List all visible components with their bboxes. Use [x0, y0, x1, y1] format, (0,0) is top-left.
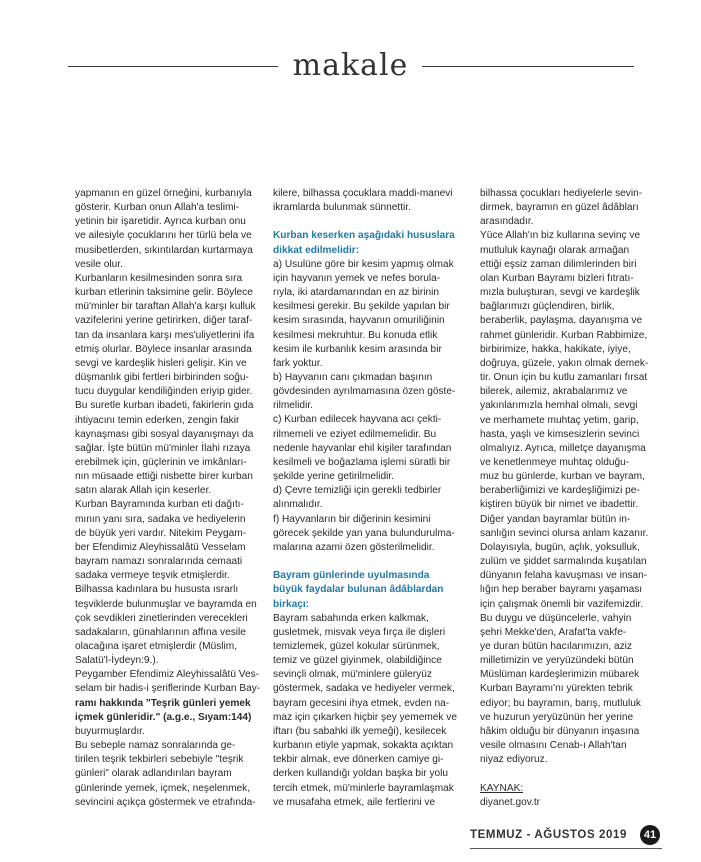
- text-line: a) Usulüne göre bir kesim yapmış olmak: [273, 258, 454, 270]
- text-line: gövdesinden ayrılmamasına özen göste-: [273, 386, 456, 398]
- text-line: kesilmesi mekruhtur. Bu konuda etlik: [273, 329, 438, 341]
- text-line: b) Hayvanın canı çıkmadan başının: [273, 372, 433, 384]
- text-line: Bu sebeple namaz sonralarında ge-: [75, 740, 236, 752]
- text-line: tirilen teşrik tekbirleri sebebiyle "teşrik: [75, 754, 244, 766]
- text-line: rıyla, iki atardamarından en az birinin: [273, 287, 440, 299]
- text-line: ve merhamete muhtaç yetim, garip,: [480, 414, 639, 426]
- text-line: f) Hayvanların bir diğerinin kesimini: [273, 513, 431, 525]
- text-line: Bilhassa kadınlara bu hususta ısrarlı: [75, 584, 239, 596]
- text-line: malarına azami özen gösterilmelidir.: [273, 541, 435, 553]
- text-line: sanlığın sevinci olursa anlam kazanır.: [480, 527, 649, 539]
- text-line: [480, 767, 648, 781]
- text-line: dünyanın felaha kavuşması ve insan-: [480, 570, 648, 582]
- text-line: yetinin bir işaretidir. Ayrıca kurban onu: [75, 216, 246, 228]
- text-line: kaynaşması gibi sosyal dayanışmayı da: [75, 428, 254, 440]
- text-line: birbirimize, hakka, hakikate, iyiye,: [480, 343, 631, 355]
- text-line: düşmanlık gibi fertleri birbirinden soğu-: [75, 372, 249, 384]
- text-line: yakınlarımızla hemhal olmalı, sevgi: [480, 400, 638, 412]
- text-line: ihtiyacını temin ederken, zengin fakir: [75, 414, 240, 426]
- text-line: sevincini açıkça göstermek ve etrafında-: [75, 796, 256, 808]
- text-line: muz bu günlerde, kurban ve bayram,: [480, 471, 645, 483]
- text-line: milletimizin ve yeryüzündeki bütün: [480, 655, 634, 667]
- text-line: erebilmek için, güçlerinin ve imkânları-: [75, 456, 247, 468]
- text-line: Kurbanların kesilmesinden sonra sıra: [75, 272, 243, 284]
- text-line: ediyor; bu bayramın, barış, mutluluk: [480, 697, 641, 709]
- article-column-3: [480, 187, 648, 810]
- text-line: vesile olur.: [75, 258, 123, 270]
- text-line: musibetlerden, sıkıntılardan kurtarmaya: [75, 244, 253, 256]
- text-line: buyurmuşlardır.: [75, 725, 145, 737]
- text-line: Salatü'l-İydeyn:9.).: [75, 655, 159, 667]
- text-line: alınmalıdır.: [273, 499, 323, 511]
- text-line: Diğer yandan bayramlar bütün in-: [480, 513, 631, 525]
- text-line: KAYNAK:: [480, 782, 524, 794]
- text-line: lığın hep beraber bayramı yaşaması: [480, 584, 643, 596]
- text-line: ve kenetlenmeye muhtaç olduğu-: [480, 456, 630, 468]
- text-line: d) Çevre temizliği için gerekli tedbirler: [273, 485, 442, 497]
- text-line: gusletmek, misvak veya fırça ile dişleri: [273, 626, 446, 638]
- text-line: maz için çıkarken hiçbir şey yememek ve: [273, 711, 457, 723]
- text-line: tir. Onun için bu kutlu zamanları fırsat: [480, 372, 648, 384]
- text-line: olmalıyız. Ayrıca, milletçe dayanışma: [480, 442, 646, 454]
- text-line: bayram gecesini ihya etmek, evden na-: [273, 697, 450, 709]
- text-line: tercih etmek, mü'minlerle bayramlaşmak: [273, 782, 454, 794]
- text-line: satın alarak Allah için keserler.: [75, 485, 212, 497]
- text-line: rilmelidir.: [273, 400, 313, 412]
- text-line: kurbanın etiyle yapmak, sokakta açıktan: [273, 740, 454, 752]
- text-line: ikramlarda bulunmak sünnettir.: [273, 202, 411, 214]
- text-line: sevinçli olmak, mü'minlere güleryüz: [273, 669, 432, 681]
- text-line: de büyük yeri vardır. Nitekim Peygam-: [75, 527, 247, 539]
- text-line: beraberliğimizi ve kardeşliğimizi pe-: [480, 485, 640, 497]
- text-line: günlerinde yemek, içmek, neşelenmek,: [75, 782, 251, 794]
- text-line: dikkat edilmelidir:: [273, 244, 360, 256]
- text-line: diyanet.gov.tr: [480, 796, 541, 808]
- text-line: ber Efendimiz Aleyhissalâtü Vesselam: [75, 541, 246, 553]
- text-line: göstermek, sadaka ve hediyeler vermek,: [273, 683, 455, 695]
- text-line: dirmek, bayramın en güzel âdâbları: [480, 202, 639, 214]
- text-line: rilmemeli ve eziyet edilmemelidir. Bu: [273, 428, 437, 440]
- text-line: fark yoktur.: [273, 357, 323, 369]
- text-line: yapmanın en güzel örneğini, kurbanıyla: [75, 188, 252, 199]
- text-line: için hayvanın yemek ve nefes borula-: [273, 272, 441, 284]
- text-line: şekilde yerine getirilmelidir.: [273, 471, 394, 483]
- text-line: birkaçı:: [273, 598, 310, 610]
- text-line: doğruya, güzele, yakın olmak demek-: [480, 357, 649, 369]
- text-line: [273, 215, 457, 229]
- text-line: Peygamber Efendimiz Aleyhissalâtü Ves-: [75, 669, 260, 681]
- text-line: Müslüman kardeşlerimizin mübarek: [480, 669, 640, 681]
- text-line: gösterir. Kurban onun Allah'a teslimi-: [75, 202, 240, 214]
- text-line: mızla buluşturan, sevgi ve kardeşlik: [480, 287, 640, 299]
- text-line: sevgi ve kardeşlik hisleri gelişir. Kin ve: [75, 357, 247, 369]
- text-line: sağlar. İşte bütün mü'minler İlahi rızaya: [75, 442, 251, 454]
- text-line: şehri Mekke'den, Arafat'ta vakfe-: [480, 626, 627, 638]
- text-line: için çalışmak önemli bir vazifemizdir.: [480, 598, 644, 610]
- text-line: c) Kurban edilecek hayvana acı çekti-: [273, 414, 442, 426]
- text-line: bayram namazı sonralarında cemaati: [75, 556, 243, 568]
- text-line: ve ailesiyle çocuklarını her türlü bela ve: [75, 230, 252, 242]
- text-line: zulüm ve şiddet sarmalında kuşatılan: [480, 556, 647, 568]
- text-line: niyaz ediyoruz.: [480, 754, 548, 766]
- text-line: ettiği eşsiz zaman dilimlerinden biri: [480, 258, 637, 270]
- text-line: mü'minler bir taraftan Allah'a karşı kulluk: [75, 301, 256, 313]
- text-line: Kurban Bayramında kurban eti dağıtı-: [75, 499, 244, 511]
- text-line: olan Kurban Bayramı bizleri fıtratı-: [480, 272, 634, 284]
- text-line: kurban etlerinin taksimine gelir. Böylece: [75, 287, 253, 299]
- text-line: rahmet günleridir. Kurban Rabbimize,: [480, 329, 648, 341]
- text-line: vazifelerini yerine getirirken, diğer taraf-: [75, 315, 253, 327]
- text-line: Dolayısıyla, bugün, açlık, yoksulluk,: [480, 541, 640, 553]
- text-line: kilere, bilhassa çocuklara maddi-manevi: [273, 188, 453, 199]
- text-line: günleri" olarak adlandırılan bayram: [75, 768, 232, 780]
- text-line: görecek şekilde yan yana bulundurulma-: [273, 527, 455, 539]
- text-line: kesim sırasında, hayvanın omuriliğinin: [273, 315, 445, 327]
- text-line: kesilmesi gerekir. Bu şekilde yapılan bir: [273, 301, 450, 313]
- page-number: 41: [640, 825, 660, 845]
- text-line: nın müsaade ettiği nisbette birer kurban: [75, 471, 253, 483]
- text-line: bağlarımızı güçlendiren, birlik,: [480, 301, 615, 313]
- text-line: Kurban keserken aşağıdaki hususlara: [273, 230, 455, 242]
- text-line: Bayram sabahında erken kalkmak,: [273, 612, 429, 624]
- text-line: bilhassa çocukları hediyelerle sevin-: [480, 188, 643, 199]
- text-line: büyük faydalar bulunan âdâblardan: [273, 584, 444, 596]
- text-line: ve huzurun yeryüzünün her yerine: [480, 711, 634, 723]
- section-title: makale: [292, 48, 409, 83]
- text-line: olacağına işaret etmişlerdir (Müslim,: [75, 641, 238, 652]
- text-line: selam bir hadis-i şeriflerinde Kurban Bay-: [75, 683, 261, 695]
- issue-date: TEMMUZ - AĞUSTOS 2019: [470, 829, 628, 841]
- text-line: sadakaların, günahlarının affına vesile: [75, 626, 246, 638]
- text-line: temiz ve güzel giyinmek, olabildiğince: [273, 655, 442, 667]
- text-line: arasındadır.: [480, 216, 534, 228]
- text-line: mının yanı sıra, sadaka ve hediyelerin: [75, 513, 246, 525]
- text-line: derken kullandığı yoldan başka bir yolu: [273, 768, 449, 780]
- text-line: etmiş olurlar. Böylece insanlar arasında: [75, 343, 252, 355]
- article-column-2: [273, 187, 457, 810]
- text-line: [273, 555, 457, 569]
- text-line: kiştiren büyük bir nimet ve ibadettir.: [480, 499, 639, 511]
- text-line: bilerek, ailemiz, akrabalarımız ve: [480, 386, 628, 398]
- footer-rule: [470, 848, 662, 849]
- text-line: beraberlik, paylaşma, dayanışma ve: [480, 315, 643, 327]
- text-line: hâkim olduğu bir dünyanın inşasına: [480, 725, 640, 737]
- text-line: tekbir almak, eve dönerken camiye gi-: [273, 754, 444, 766]
- text-line: ye duran bütün hacılarımızın, aziz: [480, 641, 632, 652]
- text-line: Kurban Bayramı'nı yürekten tebrik: [480, 683, 633, 695]
- text-line: tucu duygular kendiliğinden eriyip gider.: [75, 386, 253, 398]
- text-line: vesile olmasını Cenab-ı Allah'tan: [480, 740, 627, 752]
- text-line: Bu duygu ve düşüncelerle, vahyin: [480, 612, 632, 624]
- text-line: nedenle hayvanlar ehil kişiler tarafından: [273, 442, 452, 454]
- text-line: sadaka vermeye teşvik etmişlerdir.: [75, 570, 230, 582]
- text-line: çok sevdikleri zinetlerinden verecekleri: [75, 612, 248, 624]
- text-line: kesim ile kurbanlık kesim arasında bir: [273, 343, 442, 355]
- text-line: Bu suretle kurban ibadeti, fakirlerin gıda: [75, 400, 254, 412]
- text-line: Bayram günlerinde uyulmasında: [273, 570, 430, 582]
- text-line: ve musafaha etmek, aile fertlerini ve: [273, 796, 436, 808]
- text-line: Yüce Allah'ın biz kullarına sevinç ve: [480, 230, 641, 242]
- text-line: kesilmeli ve boğazlama işlemi süratli bir: [273, 456, 451, 468]
- text-line: temizlemek, güzel kokular sürünmek,: [273, 640, 440, 652]
- text-line: iftarı (bu sabahki ilk yemeği), kesilecek: [273, 725, 447, 737]
- text-line: ramı hakkında "Teşrik günleri yemek: [75, 697, 251, 709]
- text-line: hasta, yaşlı ve kimsesizlerin sevinci: [480, 428, 640, 440]
- text-line: tan da insanlara karşı mes'uliyetlerini ifa: [75, 329, 255, 341]
- article-column-1: [75, 187, 260, 810]
- text-line: içmek günleridir." (a.g.e., Sıyam:144): [75, 711, 252, 723]
- text-line: mutluluk kaynağı olarak armağan: [480, 244, 630, 256]
- text-line: teşviklerde bulunmuşlar ve bayramda en: [75, 598, 257, 610]
